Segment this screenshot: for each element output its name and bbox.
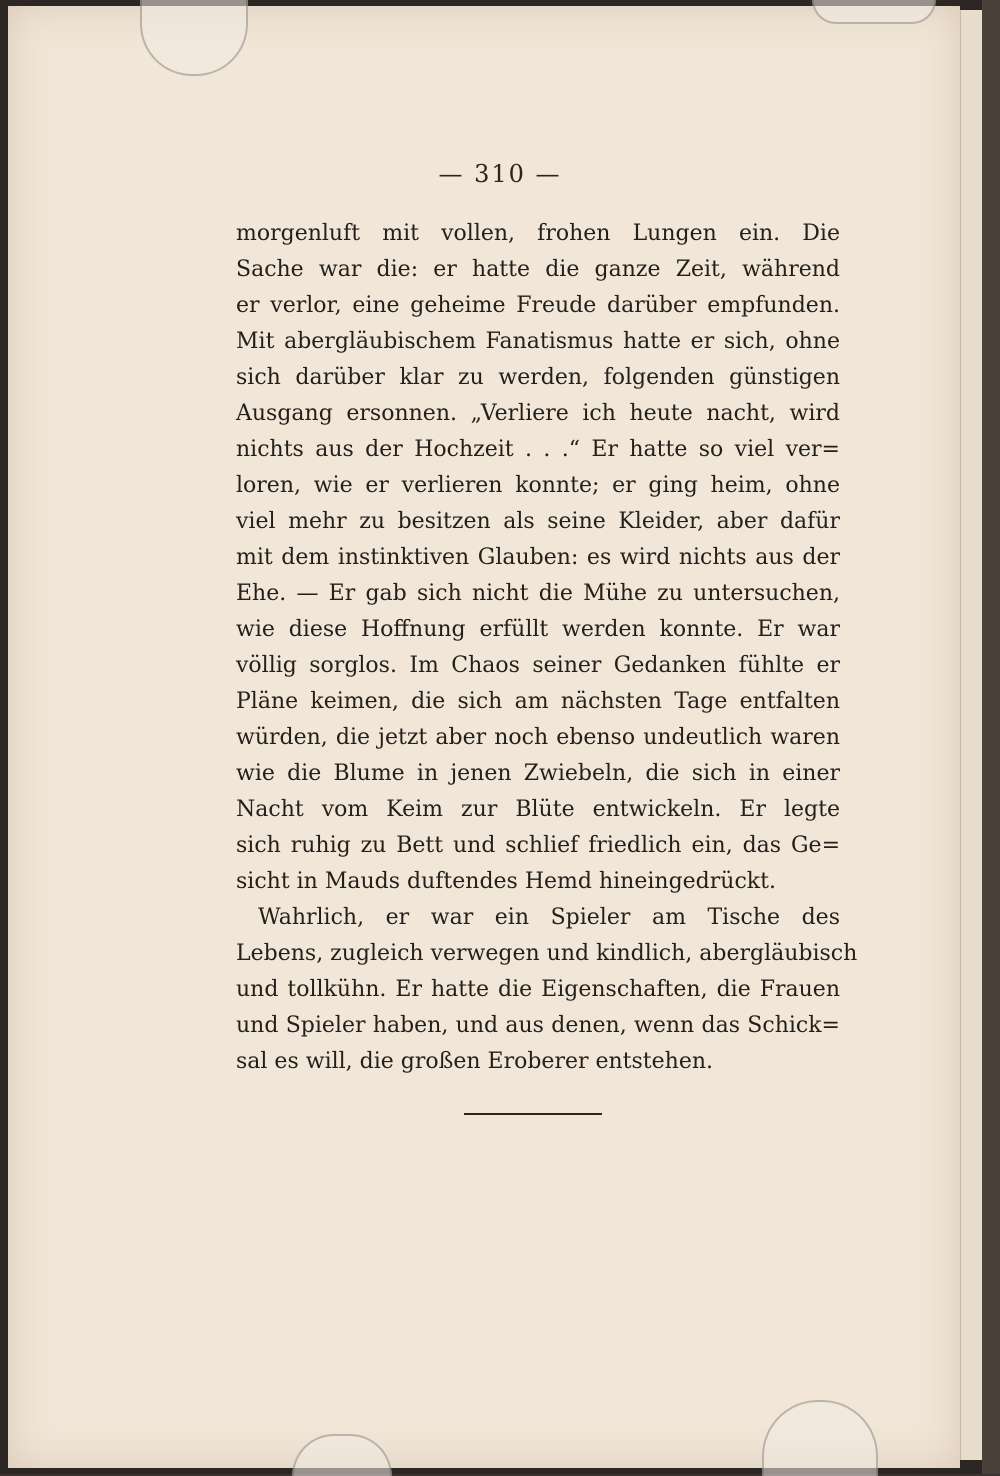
text-line: sich darüber klar zu werden, folgenden günstigen xyxy=(236,365,840,390)
paragraph-start-line: Wahrlich, er war ein Spieler am Tische des xyxy=(258,905,840,930)
paragraph-end-line: sal es will, die großen Eroberer entstehen. xyxy=(236,1049,714,1074)
text-line: mit dem instinktiven Glauben: es wird nichts aus der xyxy=(236,545,840,570)
page-number: — 310 — xyxy=(438,160,562,188)
text-line: Sache war die: er hatte die ganze Zeit, während xyxy=(236,257,840,282)
body-text xyxy=(236,216,858,1080)
text-line: viel mehr zu besitzen als seine Kleider, aber dafür xyxy=(236,509,840,534)
text-line: nichts aus der Hochzeit . . .“ Er hatte so viel ver= xyxy=(236,437,840,462)
text-line: und tollkühn. Er hatte die Eigenschaften, die Frauen xyxy=(236,977,840,1002)
text-line: Nacht vom Keim zur Blüte entwickeln. Er legte xyxy=(236,797,840,822)
text-line: Mit abergläubischem Fanatismus hatte er sich, ohne xyxy=(236,329,840,354)
text-line: Pläne keimen, die sich am nächsten Tage entfalten xyxy=(236,689,840,714)
text-line: loren, wie er verlieren konnte; er ging heim, ohne xyxy=(236,473,840,498)
text-line: völlig sorglos. Im Chaos seiner Gedanken fühlte er xyxy=(236,653,840,678)
text-line: Ehe. — Er gab sich nicht die Mühe zu untersuchen, xyxy=(236,581,840,606)
text-line: Ausgang ersonnen. „Verliere ich heute nacht, wird xyxy=(236,401,840,426)
text-line: und Spieler haben, und aus denen, wenn das Schick= xyxy=(236,1013,840,1038)
text-line: sich ruhig zu Bett und schlief friedlich ein, das Ge= xyxy=(236,833,840,858)
text-line: er verlor, eine geheime Freude darüber empfunden. xyxy=(236,293,840,318)
text-line: wie die Blume in jenen Zwiebeln, die sich in einer xyxy=(236,761,840,786)
text-line: Lebens, zugleich verwegen und kindlich, abergläubisch xyxy=(236,941,858,966)
adjacent-page-edge xyxy=(960,10,983,1460)
chapter-end-rule xyxy=(464,1113,602,1115)
scan-edge xyxy=(982,0,1000,1474)
paragraph-end-line: sicht in Mauds duftendes Hemd hineingedrückt. xyxy=(236,869,776,894)
text-line: morgenluft mit vollen, frohen Lungen ein. Die xyxy=(236,221,840,246)
text-line: wie diese Hoffnung erfüllt werden konnte. Er war xyxy=(236,617,840,642)
page-clip-top-right xyxy=(812,0,936,24)
text-line: würden, die jetzt aber noch ebenso undeutlich waren xyxy=(236,725,840,750)
